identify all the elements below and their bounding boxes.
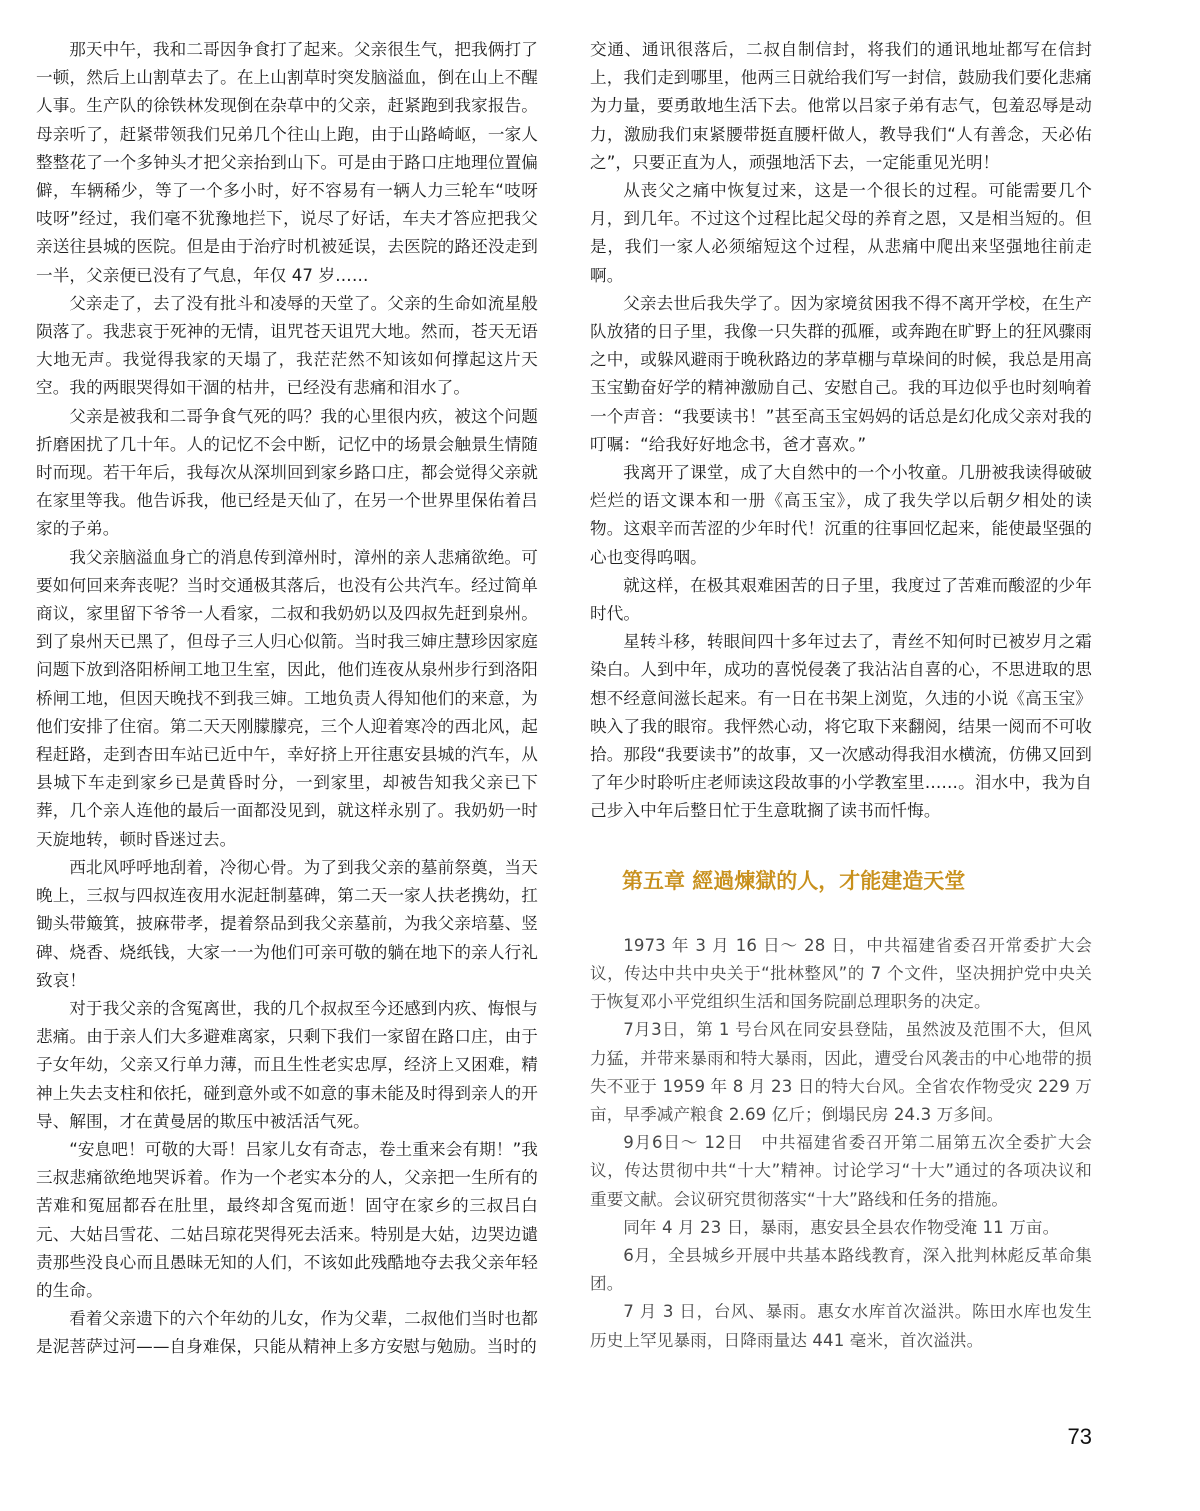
chapter-heading: 第五章 經過煉獄的人，才能建造天堂 (622, 868, 966, 893)
paragraph: 看着父亲遗下的六个年幼的儿女，作为父辈，二叔他们当时也都是泥菩萨过河——自身难保，只能从精神上多方安慰与勉励。当时的 (36, 1309, 538, 1357)
paragraph: 西北风呼呼地刮着，冷彻心骨。为了到我父亲的墓前祭奠，当天晚上，三叔与四叔连夜用水泥赶制墓碑，第二天一家人扶老携幼，扛锄头带簸箕，披麻带孝，提着祭品到我父亲墓前，为我父亲培墓、竖碑、烧香、烧纸钱，大家一一为他们可亲可敬的躺在地下的亲人行礼致哀！ (36, 857, 538, 990)
paragraph: 从丧父之痛中恢复过来，这是一个很长的过程。可能需要几个月，到几年。不过这个过程比起父母的养育之恩，又是相当短的。但是，我们一家人必须缩短这个过程，从悲痛中爬出来坚强地往前走啊。 (590, 181, 1092, 285)
paragraph-continuation: 交通、通讯很落后，二叔自制信封，将我们的通讯地址都写在信封上，我们走到哪里，他两三日就给我们写一封信，鼓励我们要化悲痛为力量，要勇敢地生活下去。他常以吕家子弟有志气，包羞忍辱是动力，激励我们束紧腰带挺直腰杆做人，教导我们“人有善念，天必佑之”，只要正直为人，顽强地活下去，一定能重见光明！ (590, 40, 1092, 172)
right-column (590, 36, 1092, 1355)
page-number: 73 (1067, 1424, 1092, 1449)
chronicle-entry: 同年 4 月 23 日，暴雨，惠安县全县农作物受淹 11 万亩。 (623, 1217, 1060, 1237)
chronicle-entry: 1973 年 3 月 16 日～ 28 日，中共福建省委召开常委扩大会议，传达中共中央关于“批林整风”的 7 个文件，坚决拥护党中央关于恢复邓小平党组织生活和国务院副总理职务的决定。 (590, 935, 1092, 1012)
paragraph: 我离开了课堂，成了大自然中的一个小牧童。几册被我读得破破烂烂的语文课本和一册《高玉宝》，成了我失学以后朝夕相处的读物。这艰辛而苦涩的少年时代！沉重的往事回忆起来，能使最坚强的心也变得呜咽。 (590, 463, 1092, 567)
chronicle-section (590, 932, 1092, 1355)
paragraph: 对于我父亲的含冤离世，我的几个叔叔至今还感到内疚、悔恨与悲痛。由于亲人们大多避难离家，只剩下我们一家留在路口庄，由于子女年幼，父亲又行单力薄，而且生性老实忠厚，经济上又困难，精神上失去支柱和依托，碰到意外或不如意的事未能及时得到亲人的开导、解围，才在黄曼居的欺压中被活活气死。 (36, 998, 538, 1131)
paragraph: 星转斗移，转眼间四十多年过去了，青丝不知何时已被岁月之霜染白。人到中年，成功的喜悦侵袭了我沾沾自喜的心，不思进取的思想不经意间滋长起来。有一日在书架上浏览，久违的小说《高玉宝》映入了我的眼帘。我怦然心动，将它取下来翻阅，结果一阅而不可收拾。那段“我要读书”的故事，又一次感动得我泪水横流，仿佛又回到了年少时聆听庄老师读这段故事的小学教室里……。泪水中，我为自己步入中年后整日忙于生意耽搁了读书而忏悔。 (590, 632, 1092, 821)
chronicle-entry: 6月，全县城乡开展中共基本路线教育，深入批判林彪反革命集团。 (590, 1245, 1092, 1294)
paragraph: 父亲走了，去了没有批斗和凌辱的天堂了。父亲的生命如流星般陨落了。我悲哀于死神的无情，诅咒苍天诅咒大地。然而，苍天无语大地无声。我觉得我家的天塌了，我茫茫然不知该如何撑起这片天空。我的两眼哭得如干涸的枯井，已经没有悲痛和泪水了。 (36, 293, 538, 398)
paragraph: 父亲去世后我失学了。因为家境贫困我不得不离开学校，在生产队放猪的日子里，我像一只失群的孤雁，或奔跑在旷野上的狂风骤雨之中，或躲风避雨于晚秋路边的茅草棚与草垛间的时候，我总是用高玉宝勤奋好学的精神激励自己、安慰自己。我的耳边似乎也时刻响着一个声音：“我要读书！”甚至高玉宝妈妈的话总是幻化成父亲对我的叮嘱：“给我好好地念书，爸才喜欢。” (590, 293, 1092, 454)
paragraph: 就这样，在极其艰难困苦的日子里，我度过了苦难而酸涩的少年时代。 (590, 575, 1092, 624)
paragraph: 那天中午，我和二哥因争食打了起来。父亲很生气，把我俩打了一顿，然后上山割草去了。在上山割草时突发脑溢血，倒在山上不醒人事。生产队的徐铁林发现倒在杂草中的父亲，赶紧跑到我家报告。母亲听了，赶紧带领我们兄弟几个往山上跑，由于山路崎岖，一家人整整花了一个多钟头才把父亲抬到山下。可是由于路口庄地理位置偏僻，车辆稀少，等了一个多小时，好不容易有一辆人力三轮车“吱呀吱呀”经过，我们毫不犹豫地拦下，说尽了好话，车夫才答应把我父亲送往县城的医院。但是由于治疗时机被延误，去医院的路还没走到一半，父亲便已没有了气息，年仅 47 岁…… (36, 40, 538, 285)
paragraph: 父亲是被我和二哥争食气死的吗？我的心里很内疚，被这个问题折磨困扰了几十年。人的记忆不会中断，记忆中的场景会触景生情随时而现。若干年后，我每次从深圳回到家乡路口庄，都会觉得父亲就在家里等我。他告诉我，他已经是天仙了，在另一个世界里保佑着吕家的子弟。 (36, 406, 538, 539)
chronicle-entry: 7月3日，第 1 号台风在同安县登陆，虽然波及范围不大，但风力猛，并带来暴雨和特大暴雨，因此，遭受台风袭击的中心地带的损失不亚于 1959 年 8 月 23 日的特大台风。全省农作物受灾 229 万亩，早季减产粮食 2.69 亿斤；倒塌民房 24.3 万多间。 (590, 1020, 1092, 1124)
left-column (36, 36, 538, 1362)
chronicle-entry: 9月6日～ 12日 中共福建省委召开第二届第五次全委扩大会议，传达贯彻中共“十大”精神。讨论学习“十大”通过的各项决议和重要文献。会议研究贯彻落实“十大”路线和任务的措施。 (590, 1133, 1092, 1209)
paragraph: “安息吧！可敬的大哥！吕家儿女有奇志，卷土重来会有期！”我三叔悲痛欲绝地哭诉着。作为一个老实本分的人，父亲把一生所有的苦难和冤屈都吞在肚里，最终却含冤而逝！固守在家乡的三叔吕白元、大姑吕雪花、二姑吕琼花哭得死去活来。特别是大姑，边哭边谴责那些没良心而且愚昧无知的人们，不该如此残酷地夺去我父亲年轻的生命。 (36, 1139, 538, 1300)
paragraph: 我父亲脑溢血身亡的消息传到漳州时，漳州的亲人悲痛欲绝。可要如何回来奔丧呢？当时交通极其落后，也没有公共汽车。经过简单商议，家里留下爷爷一人看家，二叔和我奶奶以及四叔先赶到泉州。到了泉州天已黑了，但母子三人归心似箭。当时我三婶庄慧珍因家庭问题下放到洛阳桥闸工地卫生室，因此，他们连夜从泉州步行到洛阳桥闸工地，但因天晚找不到我三婶。工地负责人得知他们的来意，为他们安排了住宿。第二天天刚朦朦亮，三个人迎着寒冷的西北风，起程赶路，走到杏田车站已近中午，幸好挤上开往惠安县城的汽车，从县城下车走到家乡已是黄昏时分，一到家里，却被告知我父亲已下葬，几个亲人连他的最后一面都没见到，就这样永别了。我奶奶一时天旋地转，顿时昏迷过去。 (36, 547, 538, 849)
chronicle-entry: 7 月 3 日，台风、暴雨。惠女水库首次溢洪。陈田水库也发生历史上罕见暴雨，日降雨量达 441 毫米，首次溢洪。 (590, 1302, 1092, 1350)
